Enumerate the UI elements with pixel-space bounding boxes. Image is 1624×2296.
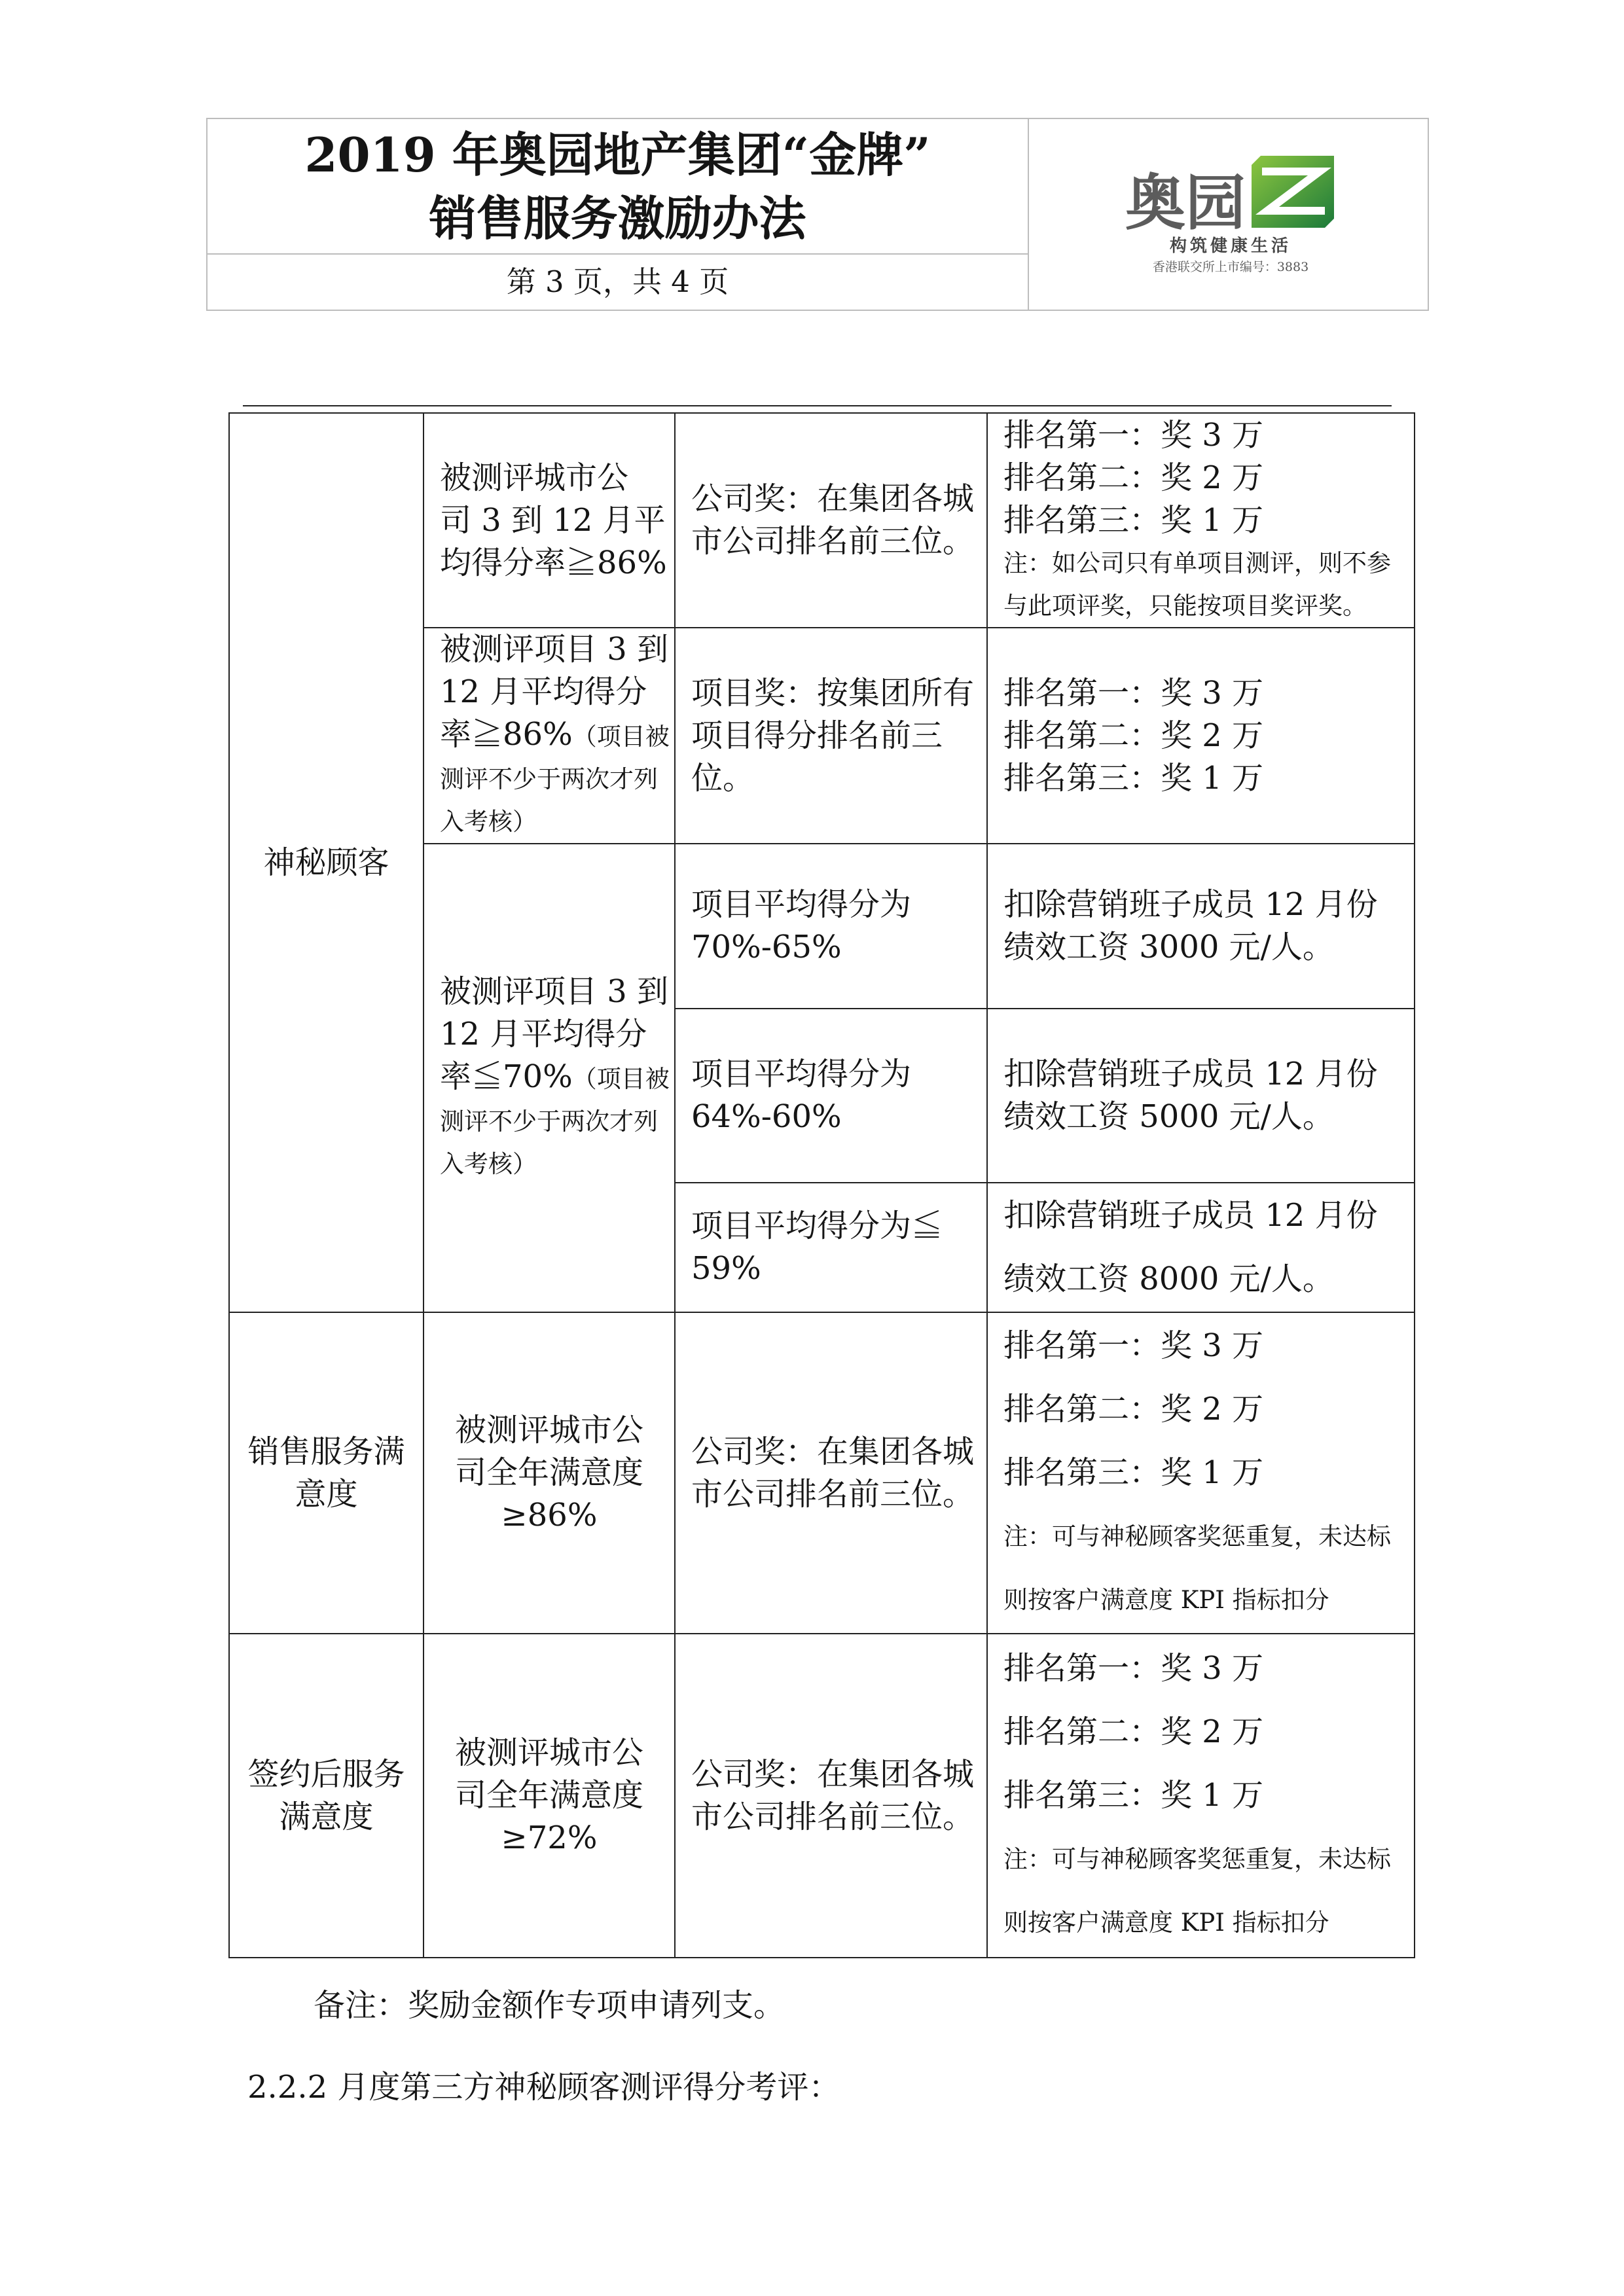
reward-cell bbox=[987, 1183, 1415, 1312]
reward-line: 扣除营销班子成员 12 月份 bbox=[1003, 1197, 1378, 1234]
criterion-note: （项目被 bbox=[572, 723, 670, 751]
criterion-note: 测评不少于两次才列 bbox=[440, 1107, 658, 1136]
reward-line: 排名第三：奖 1 万 bbox=[1003, 1777, 1264, 1814]
remark-paragraph: 备注：奖励金额作专项申请列支。 bbox=[314, 1987, 785, 2024]
award-cell bbox=[675, 413, 987, 628]
criterion-line: 12 月平均得分 bbox=[440, 1016, 647, 1052]
reward-note: 注：可与神秘顾客奖惩重复，未达标 bbox=[1003, 1522, 1391, 1551]
criterion-line: 被测评城市公 bbox=[454, 1734, 643, 1771]
criterion-note: 测评不少于两次才列 bbox=[440, 765, 658, 793]
award-cell bbox=[675, 1183, 987, 1312]
reward-line: 排名第二：奖 2 万 bbox=[1003, 459, 1264, 496]
table-top-rule bbox=[243, 405, 1392, 406]
table-row bbox=[229, 1312, 1415, 1634]
category-cell bbox=[229, 1312, 424, 1634]
reward-note: 注：可与神秘顾客奖惩重复，未达标 bbox=[1003, 1845, 1391, 1873]
award-cell bbox=[675, 1634, 987, 1958]
criterion-cell bbox=[424, 628, 675, 844]
criterion-line: 司 3 到 12 月平 bbox=[440, 501, 666, 539]
reward-line: 绩效工资 3000 元/人。 bbox=[1003, 929, 1334, 965]
logo-tagline: 构筑健康生活 bbox=[1169, 236, 1291, 256]
award-line: 64%-60% bbox=[691, 1098, 842, 1135]
criterion-line: ≥86% bbox=[501, 1497, 598, 1534]
criterion-line: 被测评项目 3 到 bbox=[440, 973, 669, 1010]
header-divider bbox=[1028, 119, 1029, 310]
category-label: 满意度 bbox=[279, 1798, 374, 1835]
award-table bbox=[228, 412, 1415, 1958]
award-cell bbox=[675, 1312, 987, 1634]
award-line: 公司奖：在集团各城 bbox=[691, 1433, 975, 1470]
category-cell bbox=[229, 413, 424, 1312]
reward-cell bbox=[987, 1634, 1415, 1958]
reward-line: 排名第三：奖 1 万 bbox=[1003, 501, 1264, 539]
criterion-cell bbox=[424, 844, 675, 1312]
reward-line: 扣除营销班子成员 12 月份 bbox=[1003, 1056, 1378, 1092]
award-line: 59% bbox=[691, 1250, 761, 1287]
reward-note: 则按客户满意度 KPI 指标扣分 bbox=[1003, 1586, 1329, 1614]
reward-line: 排名第三：奖 1 万 bbox=[1003, 1454, 1264, 1491]
criterion-line bbox=[440, 1056, 670, 1100]
document-header bbox=[206, 118, 1429, 311]
category-label: 销售服务满 bbox=[247, 1433, 405, 1470]
reward-line: 排名第三：奖 1 万 bbox=[1003, 759, 1264, 797]
reward-cell bbox=[987, 1312, 1415, 1634]
reward-line: 排名第一：奖 3 万 bbox=[1003, 1327, 1264, 1364]
criterion-note: 入考核） bbox=[440, 1150, 537, 1178]
award-table-body bbox=[229, 413, 1415, 1958]
category-label: 意度 bbox=[295, 1475, 358, 1513]
award-line: 项目平均得分为 bbox=[691, 1056, 912, 1092]
title-line: 销售服务激励办法 bbox=[429, 190, 806, 246]
award-line: 公司奖：在集团各城 bbox=[691, 1755, 975, 1793]
aoyuan-emblem-icon bbox=[1252, 156, 1334, 228]
reward-note: 则按客户满意度 KPI 指标扣分 bbox=[1003, 1909, 1329, 1937]
award-line: 公司奖：在集团各城 bbox=[691, 480, 975, 517]
table-row bbox=[229, 1634, 1415, 1958]
criterion-cell bbox=[424, 413, 675, 628]
reward-cell bbox=[987, 1009, 1415, 1183]
reward-line: 排名第二：奖 2 万 bbox=[1003, 1713, 1264, 1750]
criterion-line: 被测评项目 3 到 bbox=[440, 631, 669, 668]
criterion-line: 司全年满意度 bbox=[454, 1454, 643, 1491]
category-label: 签约后服务 bbox=[247, 1755, 405, 1793]
reward-cell bbox=[987, 628, 1415, 844]
reward-cell bbox=[987, 413, 1415, 628]
criterion-line bbox=[440, 713, 670, 758]
criterion-line: ≥72% bbox=[501, 1820, 598, 1856]
reward-line: 绩效工资 5000 元/人。 bbox=[1003, 1098, 1334, 1135]
criterion-note: （项目被 bbox=[572, 1065, 670, 1093]
award-line: 市公司排名前三位。 bbox=[691, 1475, 975, 1513]
document-title bbox=[208, 123, 1028, 250]
award-line: 位。 bbox=[691, 759, 755, 797]
reward-note: 注：如公司只有单项目测评，则不参 bbox=[1003, 548, 1391, 577]
reward-line: 扣除营销班子成员 12 月份 bbox=[1003, 886, 1378, 923]
award-line: 市公司排名前三位。 bbox=[691, 523, 975, 560]
award-cell bbox=[675, 844, 987, 1009]
reward-line: 排名第二：奖 2 万 bbox=[1003, 1391, 1264, 1427]
reward-line: 排名第一：奖 3 万 bbox=[1003, 416, 1264, 454]
criterion-line: 被测评城市公 bbox=[440, 459, 629, 496]
criterion-text: 率≦70% bbox=[440, 1058, 573, 1095]
category-label: 神秘顾客 bbox=[263, 844, 389, 881]
award-line: 项目平均得分为 bbox=[691, 886, 912, 923]
logo-listing-code: 香港联交所上市编号：3883 bbox=[1152, 260, 1309, 274]
award-cell bbox=[675, 628, 987, 844]
reward-cell bbox=[987, 844, 1415, 1009]
award-line: 项目得分排名前三 bbox=[691, 717, 943, 754]
award-line: 市公司排名前三位。 bbox=[691, 1798, 975, 1835]
logo-wordmark: 奥园 bbox=[1125, 168, 1246, 238]
reward-line: 排名第二：奖 2 万 bbox=[1003, 717, 1264, 754]
award-line: 70%-65% bbox=[691, 929, 842, 965]
page-indicator: 第 3 页，共 4 页 bbox=[506, 264, 729, 299]
section-heading: 2.2.2 月度第三方神秘顾客测评得分考评： bbox=[247, 2069, 840, 2106]
criterion-line: 司全年满意度 bbox=[454, 1777, 643, 1814]
reward-note: 与此项评奖，只能按项目奖评奖。 bbox=[1003, 591, 1367, 620]
award-line: 项目平均得分为≦ bbox=[691, 1208, 943, 1244]
reward-line: 绩效工资 8000 元/人。 bbox=[1003, 1261, 1334, 1297]
criterion-text: 率≧86% bbox=[440, 716, 573, 753]
category-cell bbox=[229, 1634, 424, 1958]
criterion-line: 12 月平均得分 bbox=[440, 673, 647, 710]
criterion-note: 入考核） bbox=[440, 808, 537, 836]
reward-line: 排名第一：奖 3 万 bbox=[1003, 1650, 1264, 1687]
title-line: 2019 年奥园地产集团“金牌” bbox=[304, 127, 931, 183]
criterion-cell bbox=[424, 1634, 675, 1958]
award-cell bbox=[675, 1009, 987, 1183]
award-line: 项目奖：按集团所有 bbox=[691, 674, 975, 711]
criterion-line: 被测评城市公 bbox=[454, 1412, 643, 1448]
emblem-graphic bbox=[1252, 156, 1334, 228]
reward-line: 排名第一：奖 3 万 bbox=[1003, 674, 1264, 711]
table-row bbox=[229, 413, 1415, 628]
criterion-line: 均得分率≧86% bbox=[440, 544, 667, 581]
criterion-cell bbox=[424, 1312, 675, 1634]
